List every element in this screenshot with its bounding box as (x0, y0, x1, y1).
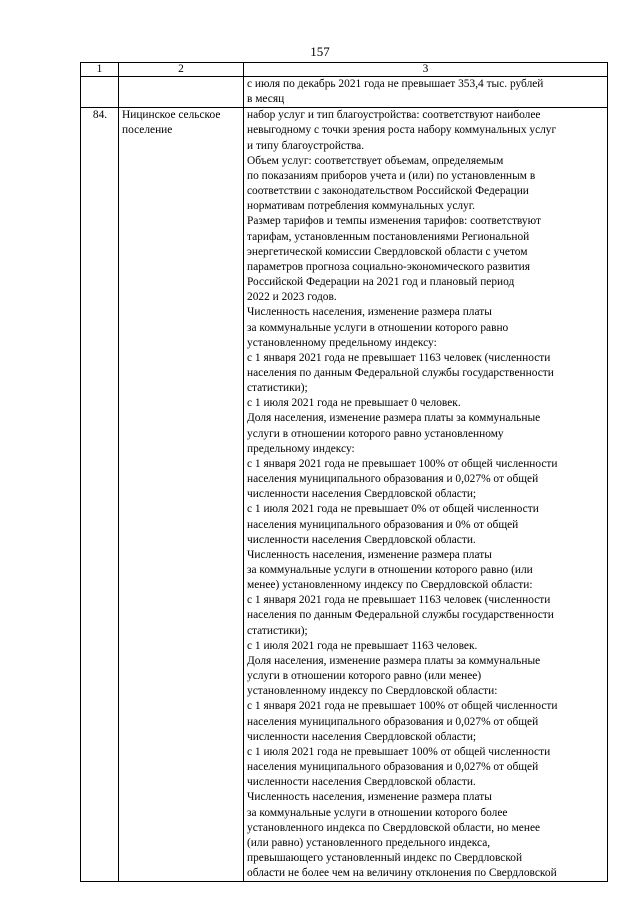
entry-text-line: Размер тарифов и темпы изменения тарифов: соответствуют (247, 215, 541, 228)
entry-text-line: невыгодному с точки зрения роста набору коммунальных услуг (247, 124, 557, 137)
entry-text-line: набор услуг и тип благоустройства: соответствуют наиболее (247, 109, 541, 122)
continuation-name-cell (119, 77, 244, 108)
entry-text-line: населения по данным Федеральной службы государственности (247, 609, 554, 622)
entry-text-line: статистики); (247, 382, 308, 395)
entry-text-line: за коммунальные услуги в отношении которого более (247, 806, 508, 819)
continuation-row (81, 77, 608, 108)
entry-text-line: Доля населения, изменение размера платы за коммунальные (247, 412, 541, 425)
entry-text-line: населения муниципального образования и 0,027% от общей (247, 761, 539, 774)
continuation-line: с июля по декабрь 2021 года не превышает 353,4 тыс. рублей (247, 78, 544, 90)
entry-text-line: статистики); (247, 624, 308, 637)
entry-text-line: энергетической комиссии Свердловской области с учетом (247, 245, 528, 258)
entry-text-line: установленного индекса по Свердловской области, но менее (247, 821, 541, 834)
entry-text-line: установленному индексу по Свердловской области: (247, 685, 498, 698)
entry-text-line: численности населения Свердловской области. (247, 533, 476, 546)
header-col-1: 1 (81, 63, 119, 77)
entry-text-line: с 1 января 2021 года не превышает 100% от общей численности (247, 700, 558, 713)
settlement-name-line: Ницинское сельское (122, 109, 221, 122)
continuation-line: в месяц (247, 93, 285, 106)
header-col-3: 3 (244, 63, 608, 77)
entry-text-line: за коммунальные услуги в отношении которого равно (или (247, 564, 533, 576)
entry-text-line: Доля населения, изменение размера платы за коммунальные (247, 654, 541, 667)
entry-text-line: установленному предельному индексу: (247, 336, 437, 349)
entry-text-line: услуги в отношении которого равно (или менее) (247, 670, 482, 683)
entry-text-line: превышающего установленный индекс по Свердловской (247, 851, 523, 864)
entry-text-line: за коммунальные услуги в отношении которого равно (247, 321, 509, 334)
entry-text-line: с 1 января 2021 года не превышает 1163 человек (численности (247, 594, 551, 607)
entry-text-line: соответствии с законодательством Российской Федерации (247, 185, 529, 198)
continuation-number-cell (81, 77, 119, 108)
entry-text-line: параметров прогноза социально-экономического развития (247, 260, 530, 273)
entry-text-line: менее) установленному индексу по Свердловской области: (247, 579, 533, 592)
header-col-2: 2 (119, 63, 244, 77)
entry-text-line: населения муниципального образования и 0,027% от общей (247, 473, 539, 486)
entry-text-line: 2022 и 2023 годов. (247, 291, 337, 304)
table-header-row (81, 63, 608, 77)
entry-text-line: Российской Федерации на 2021 год и плановый период (247, 276, 515, 289)
entry-text-line: населения по данным Федеральной службы государственности (247, 366, 554, 379)
entry-text-line: и типу благоустройства. (247, 139, 365, 152)
entry-text-line: Численность населения, изменение размера платы (247, 306, 492, 319)
entry-text-line: по показаниям приборов учета и (или) по установленным в (247, 169, 536, 182)
continuation-text-cell (244, 77, 608, 108)
entry-text-line: с 1 июля 2021 года не превышает 0% от общей численности (247, 503, 539, 516)
entry-text-line: с 1 января 2021 года не превышает 1163 человек (численности (247, 351, 551, 364)
entry-text-line: численности населения Свердловской области; (247, 730, 477, 743)
entry-text-cell (244, 108, 608, 882)
entry-text-line: услуги в отношении которого равно установленному (247, 427, 504, 440)
entry-text-line: с 1 января 2021 года не превышает 100% от общей численности (247, 457, 558, 470)
entry-text-line: с 1 июля 2021 года не превышает 100% от общей численности (247, 745, 551, 758)
entry-text-line: тарифам, установленным постановлениями Региональной (247, 230, 530, 243)
entry-text-line: Численность населения, изменение размера платы (247, 548, 492, 561)
settlement-name-line: поселение (122, 124, 173, 137)
entry-text-line: (или равно) установленного предельного индекса, (247, 836, 491, 849)
table-row (81, 108, 608, 882)
entry-text-line: населения муниципального образования и 0,027% от общей (247, 715, 539, 728)
entry-text-line: предельному индексу: (247, 442, 355, 455)
entry-text-line: населения муниципального образования и 0% от общей (247, 518, 519, 531)
entry-text-line: с 1 июля 2021 года не превышает 1163 человек. (247, 639, 478, 652)
entry-text-line: области не более чем на величину отклонения по Свердловской (247, 867, 557, 880)
entry-text-line: численности населения Свердловской области. (247, 776, 476, 789)
tariff-table (80, 62, 608, 882)
settlement-name (119, 108, 244, 882)
entry-text-line: нормативам потребления коммунальных услуг. (247, 200, 475, 213)
entry-text-line: Объем услуг: соответствует объемам, определяемым (247, 154, 504, 167)
page-number: 157 (310, 44, 330, 59)
entry-text-line: Численность населения, изменение размера платы (247, 791, 492, 804)
entry-number: 84. (81, 108, 119, 882)
entry-text-line: численности населения Свердловской области; (247, 488, 477, 501)
entry-text-line: с 1 июля 2021 года не превышает 0 человек. (247, 397, 461, 410)
